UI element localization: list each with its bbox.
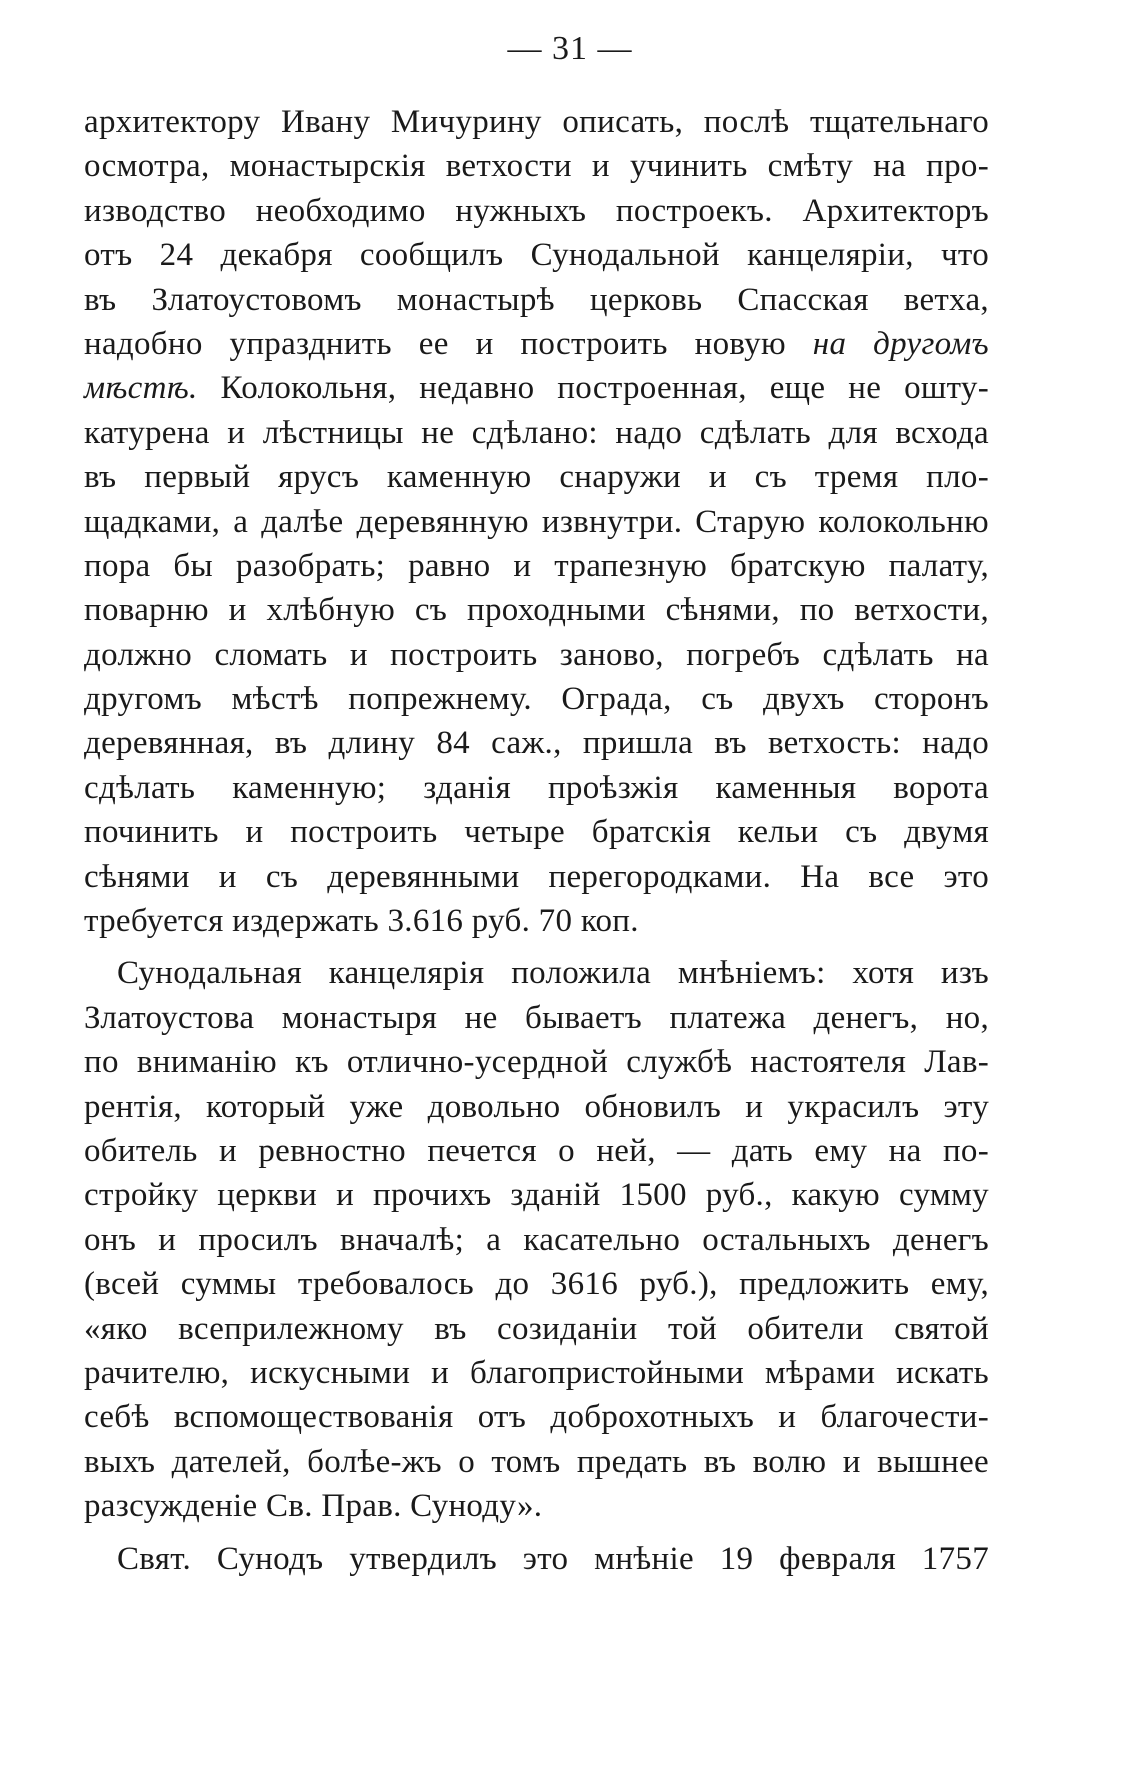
text-line: въ Златоустовомъ монастырѣ церковь Спасская ветха, (84, 281, 989, 318)
text-line: требуется издержать 3.616 руб. 70 коп. (84, 903, 639, 940)
text-line: себѣ вспомоществованія отъ доброхотныхъ и благочести- (84, 1399, 989, 1436)
text-line: поварню и хлѣбную съ проходными сѣнями, по ветхости, (84, 592, 989, 629)
text-line: сдѣлать каменную; зданія проѣзжія каменныя ворота (84, 769, 989, 806)
text-line: Златоустова монастыря не бываетъ платежа денегъ, но, (84, 999, 989, 1036)
text-line: должно сломать и построить заново, погребъ сдѣлать на (84, 636, 989, 673)
text-line: осмотра, монастырскія ветхости и учинить смѣту на про- (84, 148, 989, 185)
text-line: рачителю, искусными и благопристойными мѣрами искать (84, 1354, 989, 1391)
text-line: другомъ мѣстѣ попрежнему. Ограда, съ двухъ сторонъ (84, 681, 989, 718)
text-line: обитель и ревностно печется о ней, — дать ему на по- (84, 1132, 989, 1169)
paragraph-3 (84, 1537, 989, 1581)
text-segment: Колокольня, недавно построенная, еще не ошту- (197, 370, 989, 407)
italic-phrase: на другомъ (812, 325, 989, 362)
text-line: въ первый ярусъ каменную снаружи и съ тремя пло- (84, 459, 989, 496)
text-line (84, 366, 989, 410)
paragraph-1 (84, 100, 989, 943)
text-line: Свят. Сунодъ утвердилъ это мнѣніе 19 февраля 1757 (117, 1540, 989, 1577)
text-line (84, 322, 989, 366)
text-segment: надобно упразднить ее и построить новую (84, 325, 813, 362)
italic-phrase: мѣстѣ. (84, 370, 198, 407)
text-line: (всей суммы требовалось до 3616 руб.), предложить ему, (84, 1266, 989, 1303)
text-line: изводство необходимо нужныхъ построекъ. Архитекторъ (84, 192, 989, 229)
text-line: Сунодальная канцелярія положила мнѣніемъ: хотя изъ (117, 955, 989, 992)
text-line: разсужденіе Св. Прав. Суноду». (84, 1488, 543, 1525)
text-line: онъ и просилъ вначалѣ; а касательно остальныхъ денегъ (84, 1221, 989, 1258)
text-line: катурена и лѣстницы не сдѣлано: надо сдѣлать для всхода (84, 414, 989, 451)
text-line: выхъ дателей, болѣе-жъ о томъ предать въ волю и вышнее (84, 1443, 989, 1480)
text-line: сѣнями и съ деревянными перегородками. На все это (84, 858, 989, 895)
text-line: щадками, а далѣе деревянную извнутри. Старую колокольню (84, 503, 989, 540)
text-line: пора бы разобрать; равно и трапезную братскую палату, (84, 547, 989, 584)
text-line: архитектору Ивану Мичурину описать, послѣ тщательнаго (84, 104, 989, 140)
text-line: стройку церкви и прочихъ зданій 1500 руб., какую сумму (84, 1177, 989, 1214)
paragraph-2 (84, 951, 989, 1528)
text-line: по вниманію къ отлично-усердной службѣ настоятеля Лав- (84, 1044, 989, 1081)
text-line: отъ 24 декабря сообщилъ Сунодальной канцеляріи, что (84, 237, 989, 274)
text-line: «яко всеприлежному въ созиданіи той обители святой (84, 1310, 989, 1347)
text-line: починить и построить четыре братскія кельи съ двумя (84, 814, 989, 851)
body-text (84, 100, 989, 1581)
page-number: — 31 — (507, 30, 633, 67)
text-line: деревянная, въ длину 84 саж., пришла въ ветхость: надо (84, 725, 989, 762)
text-line: рентія, который уже довольно обновилъ и украсилъ эту (84, 1088, 989, 1125)
